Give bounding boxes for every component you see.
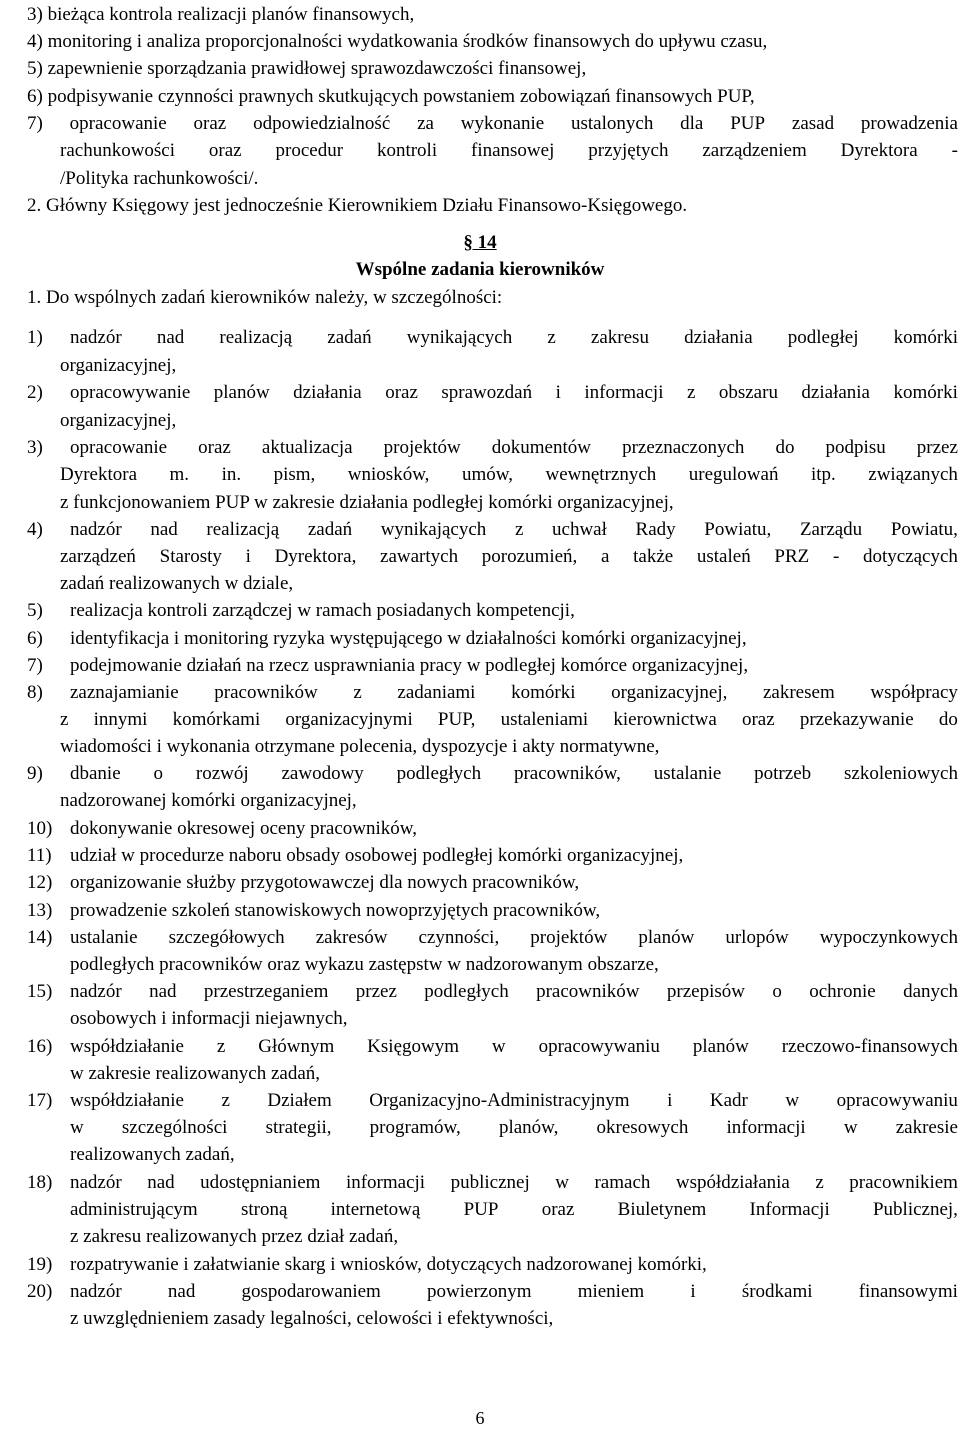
line-text: prowadzenie szkoleń stanowiskowych nowoprzyjętych pracowników,: [70, 900, 601, 921]
word: oraz: [193, 113, 227, 134]
word: współdziałania: [675, 1172, 790, 1193]
word: kierownictwa: [613, 709, 717, 730]
word: prowadzenia: [860, 113, 958, 134]
word: zarządzeń: [60, 546, 136, 567]
word: nadzór: [70, 519, 122, 540]
word: do: [775, 437, 795, 458]
word: opracowanie: [69, 113, 167, 134]
line-text: wiadomości i wykonania otrzymane polecenia, dyspozycje i akty normatywne,: [60, 736, 660, 757]
list-item-number: 12): [27, 872, 53, 893]
line-text: [60, 139, 958, 163]
word: nad: [149, 981, 177, 1002]
list-item-number: 1): [27, 327, 43, 348]
line-text: [70, 1089, 958, 1113]
word: Zarządu: [799, 519, 863, 540]
line-text: 6) podpisywanie czynności prawnych skutkujących powstaniem zobowiązań finansowych PUP,: [27, 86, 755, 107]
list-item-number: 11): [27, 845, 52, 866]
line-text: organizacyjnej,: [60, 355, 177, 376]
word: i: [555, 382, 561, 403]
word: wniosków,: [347, 464, 430, 485]
word: za: [417, 113, 434, 134]
word: zadań: [327, 327, 372, 348]
word: zasad: [791, 113, 835, 134]
word: z: [216, 1036, 226, 1057]
list-item-number: 17): [27, 1090, 53, 1111]
word: dla: [680, 113, 704, 134]
line-text: nadzorowanej komórki organizacyjnej,: [60, 790, 357, 811]
word: oraz: [741, 709, 775, 730]
word: z: [815, 1172, 824, 1193]
line-text: [60, 708, 958, 732]
word: Publicznej,: [872, 1199, 958, 1220]
word: umów,: [461, 464, 513, 485]
word: wewnętrznych: [545, 464, 657, 485]
line-text: [70, 436, 958, 460]
word: Starosty: [159, 546, 222, 567]
line-text: [70, 518, 958, 542]
list-item-number: 5): [27, 600, 43, 621]
word: planów: [213, 382, 270, 403]
word: oraz: [541, 1199, 575, 1220]
word: urlopów: [725, 927, 789, 948]
word: rachunkowości: [60, 140, 176, 161]
word: Rady: [635, 519, 676, 540]
word: zakresu: [590, 327, 649, 348]
word: PUP,: [437, 709, 476, 730]
word: Dyrektora: [840, 140, 918, 161]
word: internetową: [330, 1199, 421, 1220]
word: planów,: [498, 1117, 559, 1138]
word: aktualizacja: [261, 437, 353, 458]
line-text: realizowanych zadań,: [70, 1144, 235, 1165]
line-text: z zakresu realizowanych przez dział zadań,: [70, 1226, 399, 1247]
word: także: [633, 546, 674, 567]
line-text: 4) monitoring i analiza proporcjonalności wydatkowania środków finansowych do upływu czasu,: [27, 31, 768, 52]
word: pism,: [273, 464, 316, 485]
word: informacji: [726, 1117, 806, 1138]
word: opracowywaniu: [836, 1090, 958, 1111]
word: podległych: [396, 763, 482, 784]
word: -: [832, 546, 840, 567]
word: Informacji: [749, 1199, 830, 1220]
word: m.: [169, 464, 190, 485]
word: zaznajamianie: [70, 682, 179, 703]
word: zakresie: [895, 1117, 958, 1138]
line-text: [70, 1198, 958, 1222]
line-text: [60, 545, 958, 569]
word: z: [353, 682, 362, 703]
line-text: /Polityka rachunkowości/.: [60, 168, 259, 189]
word: komórki: [893, 382, 958, 403]
word: odpowiedzialność: [253, 113, 391, 134]
word: Dyrektora: [60, 464, 138, 485]
word: -: [951, 140, 958, 161]
word: oraz: [208, 140, 242, 161]
word: informacji: [345, 1172, 426, 1193]
word: udostępnianiem: [200, 1172, 321, 1193]
line-text: [70, 326, 958, 350]
list-item-number: 13): [27, 900, 53, 921]
word: środkami: [741, 1281, 813, 1302]
word: z: [60, 709, 69, 730]
word: nadzór: [70, 981, 122, 1002]
word: ustalanie: [70, 927, 138, 948]
word: dbanie: [70, 763, 121, 784]
word: rzeczowo-finansowych: [781, 1036, 958, 1057]
line-text: organizowanie służby przygotowawczej dla nowych pracowników,: [70, 872, 580, 893]
section-number: [0, 231, 960, 255]
line-text: identyfikacja i monitoring ryzyka występującego w działalności komórki organizacyjnej,: [70, 628, 747, 649]
word: i: [667, 1090, 673, 1111]
page-number: 6: [475, 1408, 485, 1428]
word: nadzór: [70, 1172, 122, 1193]
list-item-number: 10): [27, 818, 53, 839]
word: szkoleniowych: [844, 763, 958, 784]
word: Biuletynem: [617, 1199, 707, 1220]
line-text: [70, 681, 958, 705]
word: przepisów: [666, 981, 745, 1002]
word: wynikających: [380, 519, 487, 540]
word: ochronie: [809, 981, 876, 1002]
word: pracowników: [536, 981, 640, 1002]
word: z: [547, 327, 556, 348]
line-text: udział w procedurze naboru obsady osobowej podległej komórki organizacyjnej,: [70, 845, 684, 866]
word: zarządzeniem: [702, 140, 807, 161]
word: danych: [903, 981, 958, 1002]
word: przestrzeganiem: [203, 981, 329, 1002]
word: w: [785, 1090, 800, 1111]
line-text: [70, 381, 958, 405]
word: organizacyjnej,: [611, 682, 728, 703]
word: powierzonym: [427, 1281, 532, 1302]
word: planów: [638, 927, 695, 948]
word: współdziałanie: [70, 1036, 184, 1057]
line-text: w zakresie realizowanych zadań,: [70, 1063, 321, 1084]
word: do: [938, 709, 958, 730]
word: w: [70, 1117, 84, 1138]
word: strategii,: [265, 1117, 332, 1138]
word: w: [843, 1117, 858, 1138]
list-item-number: 4): [27, 519, 43, 540]
line-text: z funkcjonowaniem PUP w zakresie działania podległej komórki organizacyjnej,: [60, 492, 674, 513]
word: z: [686, 382, 696, 403]
line-text: podejmowanie działań na rzecz usprawniania pracy w podległej komórce organizacyjnej,: [70, 655, 749, 676]
word: ustalanie: [653, 763, 722, 784]
word: o: [153, 763, 164, 784]
list-item-number: 7): [27, 655, 43, 676]
word: ustalonych: [571, 113, 654, 134]
word: finansowymi: [858, 1281, 958, 1302]
line-text: 5) zapewnienie sporządzania prawidłowej sprawozdawczości finansowej,: [27, 58, 587, 79]
word: rozwój: [195, 763, 249, 784]
line-text: z uwzględnieniem zasady legalności, celowości i efektywności,: [70, 1308, 554, 1329]
list-item-number: 2): [27, 382, 43, 403]
word: nad: [156, 327, 185, 348]
word: i: [690, 1281, 696, 1302]
word: przyjętych: [588, 140, 669, 161]
line-text: podległych pracowników oraz wykazu zastępstw w nadzorowanym obszarze,: [70, 954, 659, 975]
list-item-number: 9): [27, 763, 43, 784]
word: administrującym: [70, 1199, 198, 1220]
list-item-number: 16): [27, 1036, 53, 1057]
word: o: [772, 981, 782, 1002]
section-title-text: Wspólne zadania kierowników: [355, 259, 605, 280]
word: zawodowy: [281, 763, 364, 784]
word: wypoczynkowych: [819, 927, 958, 948]
line-text: 2. Główny Księgowy jest jednocześnie Kierownikiem Działu Finansowo-Księgowego.: [27, 195, 688, 216]
word: zadań: [307, 519, 353, 540]
line-text: [70, 980, 958, 1004]
word: realizacją: [219, 327, 293, 348]
word: Kadr: [709, 1090, 748, 1111]
word: działania: [801, 382, 870, 403]
word: 7): [27, 113, 43, 134]
word: wynikających: [406, 327, 513, 348]
word: nad: [167, 1281, 196, 1302]
word: podległych: [424, 981, 509, 1002]
list-item-number: 6): [27, 628, 43, 649]
word: Powiatu,: [890, 519, 958, 540]
word: stroną: [240, 1199, 288, 1220]
word: opracowywaniu: [538, 1036, 660, 1057]
word: organizacyjnymi: [285, 709, 413, 730]
word: opracowywanie: [70, 382, 191, 403]
line-text: [70, 762, 958, 786]
word: zakresów: [315, 927, 388, 948]
word: procedur: [275, 140, 344, 161]
word: ramach: [594, 1172, 651, 1193]
line-text: [70, 1035, 958, 1059]
word: dokumentów: [491, 437, 591, 458]
list-item-number: 14): [27, 927, 53, 948]
word: programów,: [369, 1117, 461, 1138]
word: i: [245, 546, 251, 567]
word: szczegółowych: [168, 927, 285, 948]
word: publicznej: [450, 1172, 530, 1193]
word: przez: [916, 437, 958, 458]
word: PUP: [463, 1199, 499, 1220]
word: projektów: [530, 927, 608, 948]
word: związanych: [868, 464, 958, 485]
word: pracowników,: [513, 763, 621, 784]
word: oraz: [385, 382, 418, 403]
word: Powiatu,: [704, 519, 772, 540]
word: nad: [150, 519, 178, 540]
line-text: 1. Do wspólnych zadań kierowników należy, w szczególności:: [27, 287, 503, 308]
word: komórkami: [172, 709, 261, 730]
word: in.: [221, 464, 242, 485]
word: innymi: [93, 709, 148, 730]
word: potrzeb: [754, 763, 812, 784]
word: z: [221, 1090, 230, 1111]
word: przez: [355, 981, 397, 1002]
word: zawartych: [380, 546, 459, 567]
word: uchwał: [552, 519, 607, 540]
word: podpisu: [825, 437, 886, 458]
line-text: zadań realizowanych w dziale,: [60, 573, 294, 594]
list-item-number: 3): [27, 437, 43, 458]
word: opracowanie: [70, 437, 168, 458]
word: gospodarowaniem: [241, 1281, 381, 1302]
word: Księgowym: [367, 1036, 459, 1057]
word: przekazywanie: [799, 709, 914, 730]
word: kontroli: [376, 140, 438, 161]
word: szczególności: [121, 1117, 228, 1138]
section-number-text: § 14: [463, 232, 497, 253]
word: zakresem: [762, 682, 835, 703]
word: PRZ: [774, 546, 810, 567]
word: pracownikiem: [849, 1172, 958, 1193]
word: ustaleń: [696, 546, 751, 567]
word: dotyczących: [862, 546, 958, 567]
word: z: [514, 519, 524, 540]
section-title: [0, 258, 960, 282]
line-text: [60, 463, 958, 487]
word: współpracy: [870, 682, 958, 703]
line-text: [70, 1116, 958, 1140]
word: przeznaczonych: [622, 437, 745, 458]
word: działania: [684, 327, 753, 348]
word: itp.: [810, 464, 836, 485]
word: w: [555, 1172, 569, 1193]
word: finansowej: [471, 140, 555, 161]
line-text: [27, 112, 958, 136]
word: okresowych: [596, 1117, 689, 1138]
word: porozumień,: [481, 546, 578, 567]
word: sprawozdań: [441, 382, 533, 403]
word: Dyrektora,: [274, 546, 357, 567]
list-item-number: 19): [27, 1254, 53, 1275]
line-text: realizacja kontroli zarządczej w ramach posiadanych kompetencji,: [70, 600, 575, 621]
word: a: [600, 546, 610, 567]
word: ustaleniami: [500, 709, 589, 730]
line-text: [70, 1280, 958, 1304]
word: Głównym: [258, 1036, 335, 1057]
word: w: [491, 1036, 506, 1057]
word: projektów: [383, 437, 461, 458]
word: PUP: [730, 113, 766, 134]
list-item-number: 8): [27, 682, 43, 703]
list-item-number: 20): [27, 1281, 53, 1302]
word: Organizacyjno-Administracyjnym: [369, 1090, 630, 1111]
line-text: [70, 1171, 958, 1195]
line-text: osobowych i informacji niejawnych,: [70, 1008, 348, 1029]
word: wykonanie: [460, 113, 545, 134]
word: nadzór: [70, 1281, 122, 1302]
word: uregulowań: [688, 464, 779, 485]
word: podległej: [787, 327, 859, 348]
word: Działem: [267, 1090, 332, 1111]
word: działania: [293, 382, 362, 403]
line-text: [70, 926, 958, 950]
word: zadaniami: [397, 682, 476, 703]
line-text: rozpatrywanie i załatwianie skarg i wniosków, dotyczących nadzorowanej komórki,: [70, 1254, 707, 1275]
list-item-number: 15): [27, 981, 53, 1002]
line-text: 3) bieżąca kontrola realizacji planów finansowych,: [27, 4, 415, 25]
line-text: organizacyjnej,: [60, 410, 177, 431]
word: oraz: [198, 437, 231, 458]
word: komórki: [893, 327, 958, 348]
word: współdziałanie: [70, 1090, 184, 1111]
list-item-number: 18): [27, 1172, 53, 1193]
word: pracowników: [214, 682, 318, 703]
word: realizacją: [206, 519, 280, 540]
line-text: dokonywanie okresowej oceny pracowników,: [70, 818, 418, 839]
word: czynności,: [418, 927, 500, 948]
word: informacji: [584, 382, 664, 403]
word: nadzór: [70, 327, 122, 348]
word: mieniem: [577, 1281, 645, 1302]
word: nad: [147, 1172, 175, 1193]
word: obszaru: [718, 382, 778, 403]
word: planów: [692, 1036, 749, 1057]
word: komórki: [511, 682, 576, 703]
